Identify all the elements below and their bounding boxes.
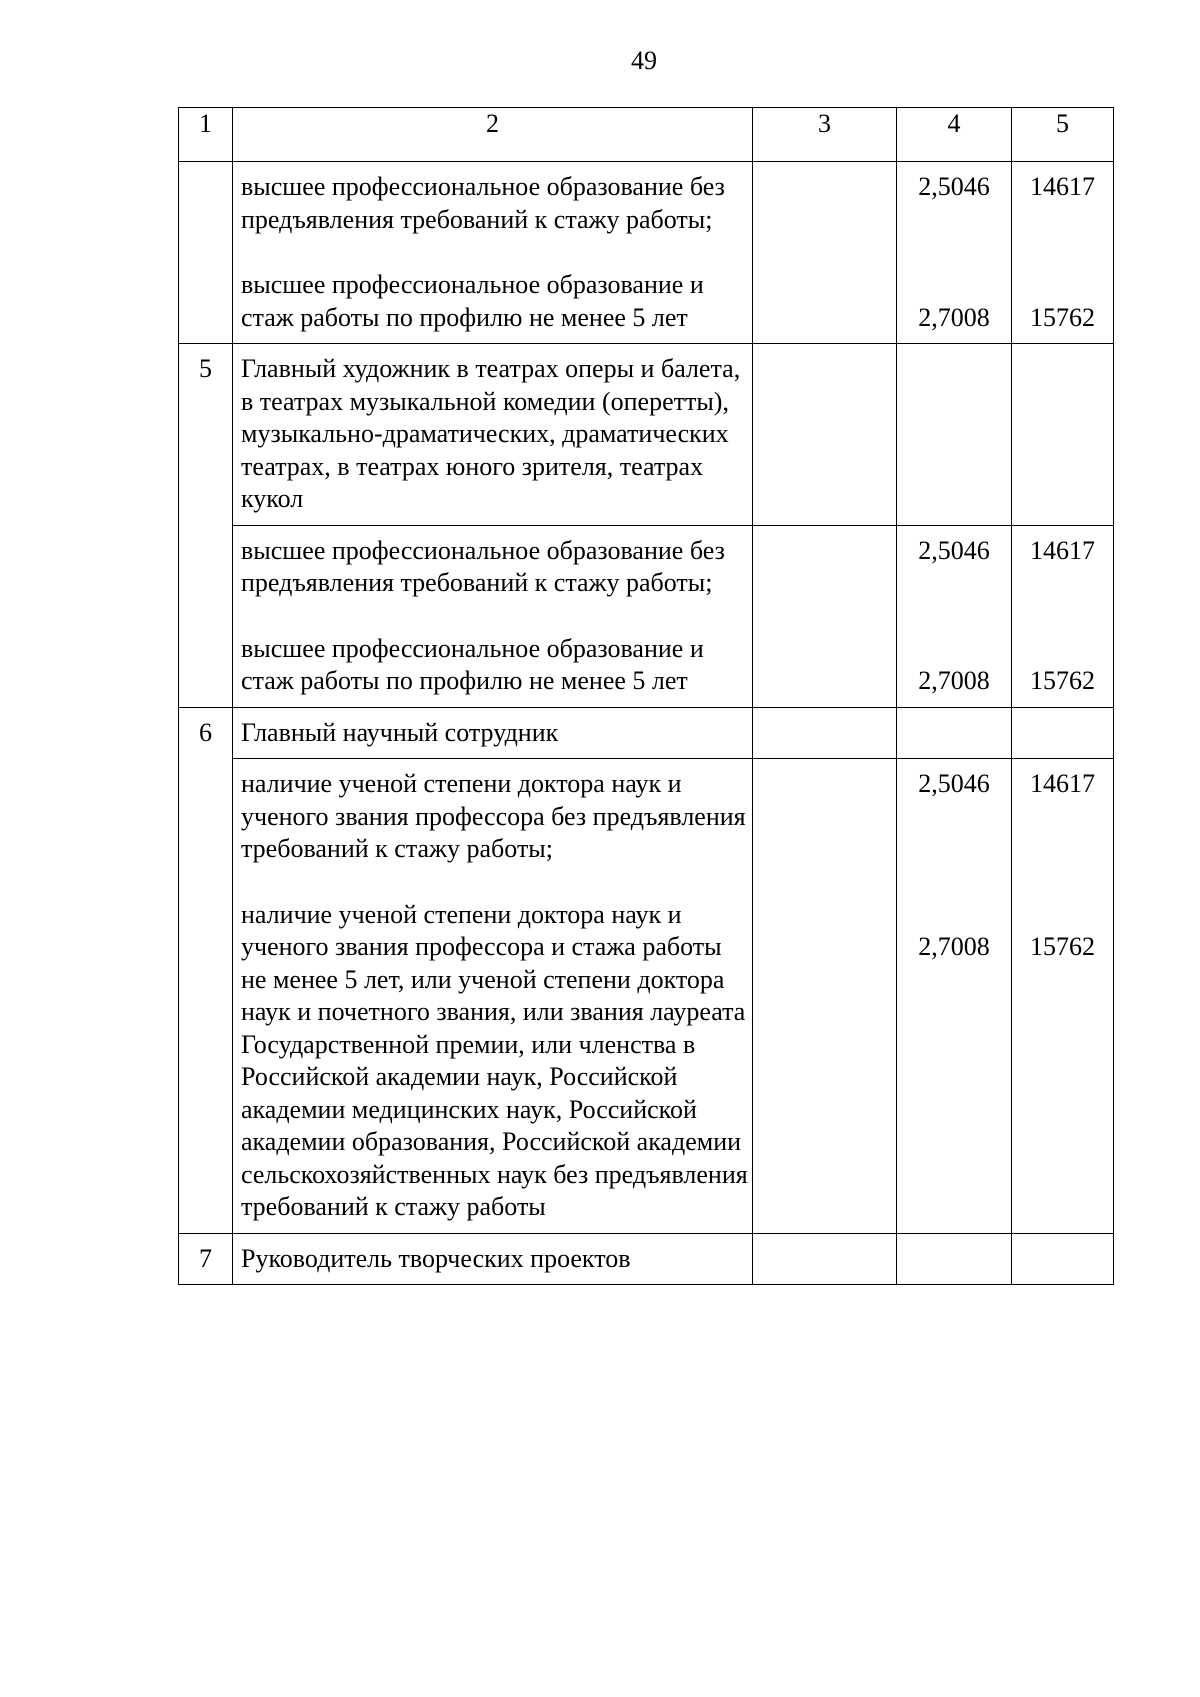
coefficient-cell xyxy=(897,162,1012,344)
salary-cell xyxy=(1012,759,1114,1234)
row-number-cell: 6 xyxy=(179,707,233,1233)
empty-cell xyxy=(1012,707,1114,759)
coefficient-value: 2,5046 xyxy=(918,535,990,565)
coefficient-value: 2,7008 xyxy=(918,666,990,695)
empty-cell xyxy=(897,1233,1012,1285)
salary-value: 15762 xyxy=(1030,931,1095,961)
requirement-text: наличие ученой степени доктора наук и ученого звания профессора и стажа работы не менее 5 лет, или ученой степени доктора наук и почетного звания, или звания лауреата Государственной премии, или членства в Российской академии наук, Российской академии медицинских наук, Российской академии образования, Российской академии сельскохозяйственных наук без предъявления требований к стажу работы xyxy=(241,899,748,1221)
empty-cell xyxy=(753,1233,897,1285)
empty-cell xyxy=(753,344,897,526)
salary-value: 14617 xyxy=(1030,172,1095,201)
empty-cell xyxy=(753,707,897,759)
salary-cell xyxy=(1012,525,1114,707)
salary-value: 14617 xyxy=(1030,535,1095,565)
page-number: 49 xyxy=(631,46,657,75)
coefficient-cell xyxy=(897,759,1012,1234)
salary-cell xyxy=(1012,162,1114,344)
requirement-text: наличие ученой степени доктора наук и ученого звания профессора без предъявления требований к стажу работы; xyxy=(241,769,746,863)
requirement-text: высшее профессиональное образование и стаж работы по профилю не менее 5 лет xyxy=(241,270,704,332)
coefficient-value: 2,7008 xyxy=(918,302,990,332)
header-cell-3: 3 xyxy=(753,108,897,162)
header-cell-4: 4 xyxy=(897,108,1012,162)
requirement-text: высшее профессиональное образование без предъявления требований к стажу работы; xyxy=(241,535,725,597)
row-number-cell: 5 xyxy=(179,344,233,708)
empty-cell xyxy=(1012,1233,1114,1285)
coefficient-value: 2,5046 xyxy=(918,172,990,201)
table-row xyxy=(179,525,1114,707)
empty-cell xyxy=(753,162,897,344)
requirements-cell xyxy=(233,162,753,344)
salary-table xyxy=(178,107,1114,1285)
row-number-cell: 7 xyxy=(179,1233,233,1285)
position-title-cell: Руководитель творческих проектов xyxy=(233,1233,753,1285)
empty-cell xyxy=(753,525,897,707)
table-row xyxy=(179,707,1114,759)
requirement-text: высшее профессиональное образование и стаж работы по профилю не менее 5 лет xyxy=(241,633,704,695)
table-row xyxy=(179,344,1114,526)
header-cell-5: 5 xyxy=(1012,108,1114,162)
header-cell-2: 2 xyxy=(233,108,753,162)
salary-value: 14617 xyxy=(1030,769,1095,798)
table-row xyxy=(179,1233,1114,1285)
requirement-text: высшее профессиональное образование без предъявления требований к стажу работы; xyxy=(241,172,725,234)
empty-cell xyxy=(897,344,1012,526)
coefficient-value: 2,5046 xyxy=(918,769,990,798)
row-number-cell xyxy=(179,162,233,344)
empty-cell xyxy=(1012,344,1114,526)
table-row xyxy=(179,162,1114,344)
requirements-cell xyxy=(233,759,753,1234)
salary-value: 15762 xyxy=(1030,666,1095,695)
position-title-cell: Главный художник в театрах оперы и балета, в театрах музыкальной комедии (оперетты), музыкально-драматических, драматических театрах, в театрах юного зрителя, театрах кукол xyxy=(233,344,753,526)
requirements-cell xyxy=(233,525,753,707)
coefficient-cell xyxy=(897,525,1012,707)
table-row xyxy=(179,759,1114,1234)
table-header-row xyxy=(179,108,1114,162)
empty-cell xyxy=(753,759,897,1234)
coefficient-value: 2,7008 xyxy=(918,931,990,961)
header-cell-1: 1 xyxy=(179,108,233,162)
salary-value: 15762 xyxy=(1030,302,1095,332)
position-title-cell: Главный научный сотрудник xyxy=(233,707,753,759)
empty-cell xyxy=(897,707,1012,759)
